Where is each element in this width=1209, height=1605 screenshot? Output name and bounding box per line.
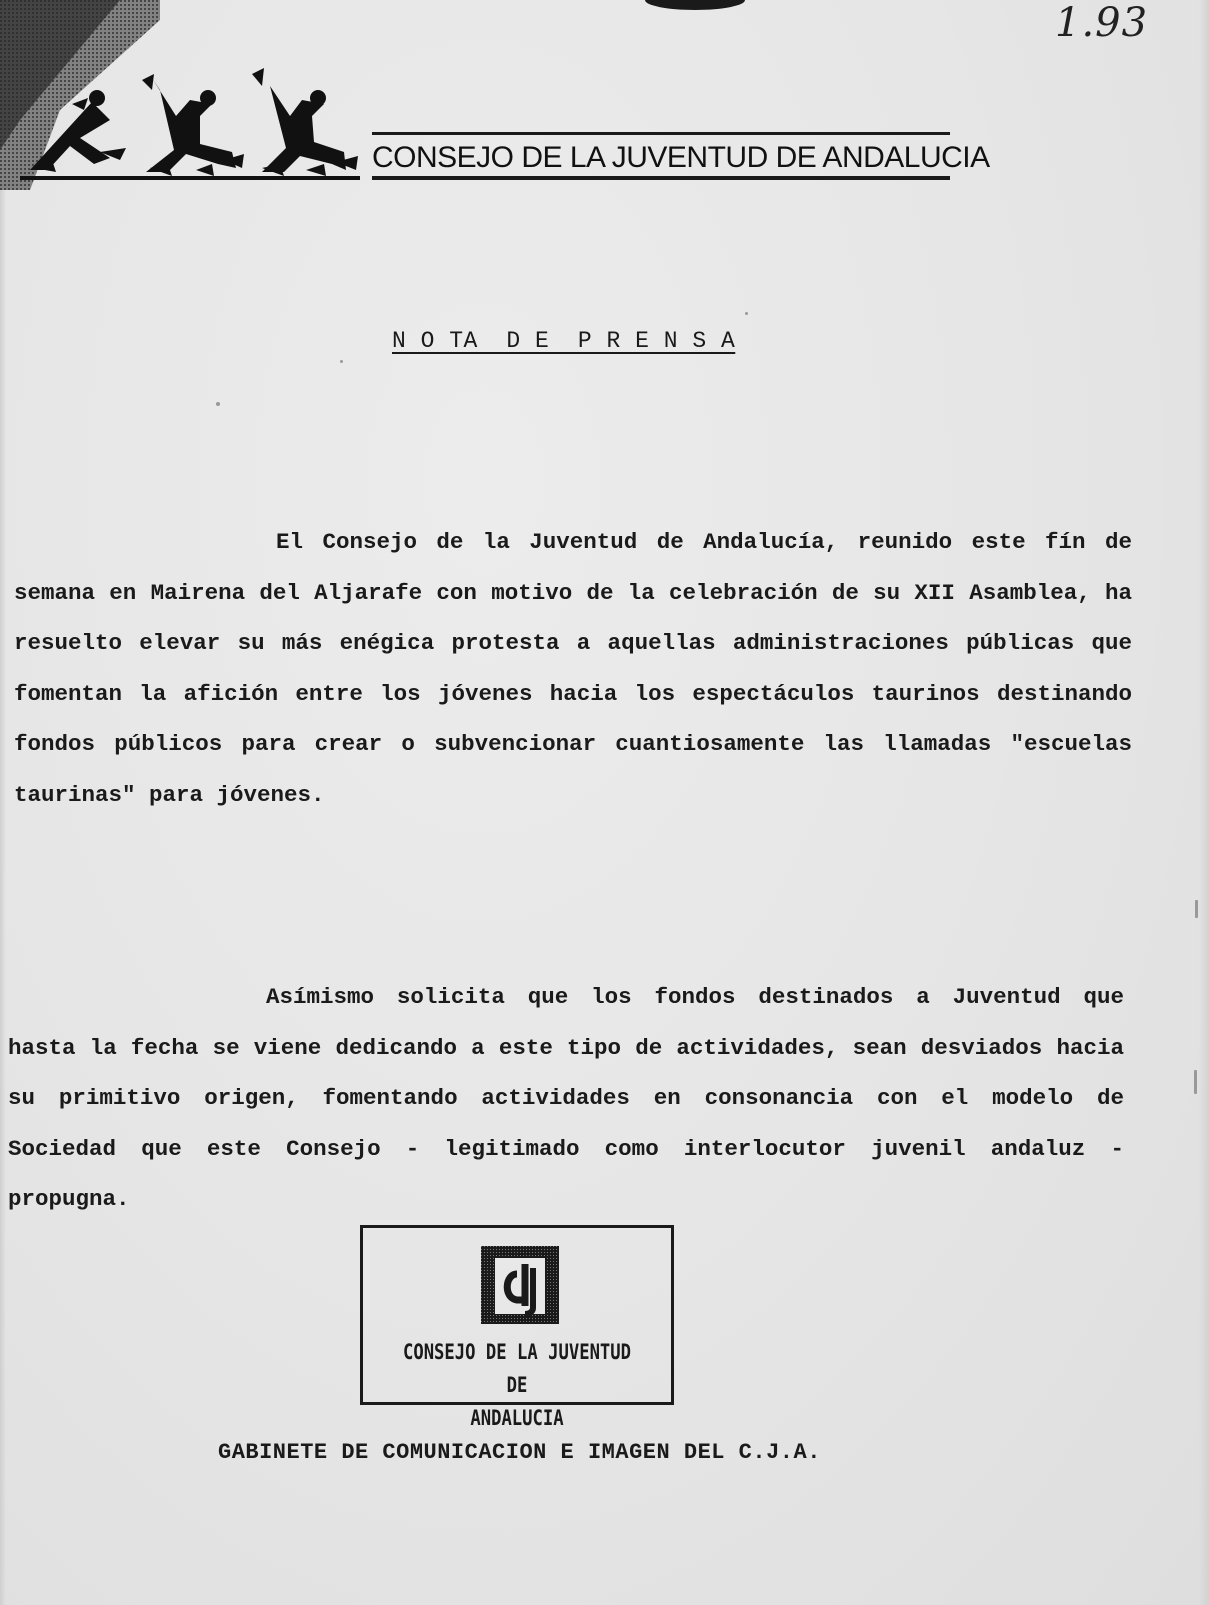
header-rule-top bbox=[372, 132, 950, 135]
scan-edge-left bbox=[0, 190, 6, 1605]
official-stamp bbox=[360, 1225, 674, 1430]
paragraph-1: El Consejo de la Juventud de Andalucía, reunido este fín de semana en Mairena del Aljarafe con motivo de la celebración de su XII Asamblea, ha resuelto elevar su más enégica protesta a aquellas administraciones públicas que fomentan la afición entre los jóvenes hacia los espectáculos taurinos destinando fondos públicos para crear o subvencionar cuantiosamente las llamadas "escuelas taurinas" para jóvenes. bbox=[14, 529, 1132, 808]
scan-speck bbox=[745, 312, 748, 315]
header-organization bbox=[372, 132, 990, 180]
header-rule-bottom bbox=[372, 176, 950, 180]
stamp-line-1: CONSEJO DE LA JUVENTUD DE bbox=[402, 1340, 632, 1397]
paragraph-2: Asímismo solicita que los fondos destinados a Juventud que hasta la fecha se viene dedicando a este tipo de actividades, sean desviados hacia su primitivo origen, fomentando actividades en consonancia con el modelo de Sociedad que este Consejo - legitimado como interlocutor juvenil andaluz - propugna. bbox=[8, 984, 1124, 1212]
three-dancing-figures-logo bbox=[0, 60, 370, 190]
scan-speck bbox=[340, 360, 343, 363]
scan-edge-right bbox=[1199, 0, 1209, 1605]
scan-speck bbox=[1194, 1070, 1197, 1094]
scan-blob bbox=[640, 0, 750, 12]
stamp-text bbox=[391, 1336, 644, 1435]
scan-speck bbox=[216, 402, 220, 406]
header-title: CONSEJO DE LA JUVENTUD DE ANDALUCIA bbox=[372, 141, 990, 174]
scan-speck bbox=[1195, 900, 1198, 918]
document-heading: N O TA D E P R E N S A bbox=[392, 328, 736, 354]
cj-monogram-icon bbox=[481, 1246, 559, 1324]
footer-signature: GABINETE DE COMUNICACION E IMAGEN DEL C.J.A. bbox=[218, 1440, 821, 1465]
page-number: 1.93 bbox=[1055, 0, 1149, 46]
stamp-line-2: ANDALUCIA bbox=[470, 1406, 564, 1430]
